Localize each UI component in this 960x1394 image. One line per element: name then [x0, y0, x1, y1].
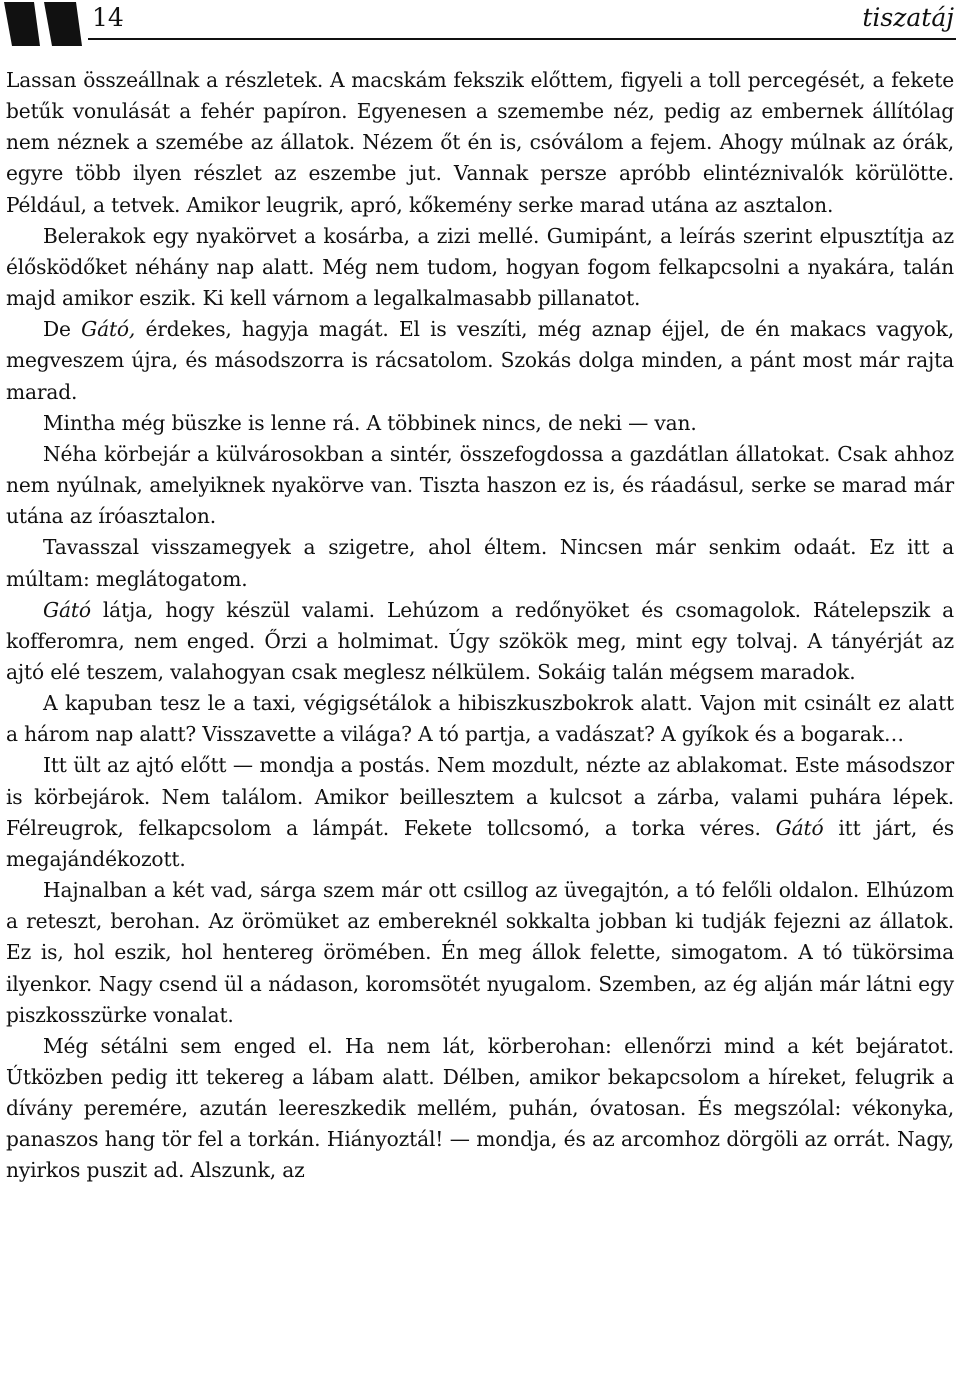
paragraph — [6, 688, 954, 750]
paragraph — [6, 221, 954, 314]
paragraph-text: Lassan összeállnak a részletek. A macskám fekszik előttem, figyeli a toll percegését, a fekete betűk vonulását a fehér papíron. Egyenesen a szemembe néz, pedig az embernek állítólag nem néznek a szemébe az állatok. Nézem őt én is, csóválom a fejem. Ahogy múlnak az órák, egyre több ilyen részlet az eszembe jut. Vannak persze apróbb elintéznivalók körülötte. Például, a tetvek. Amikor leugrik, apró, kőkemény serke marad utána az asztalon. — [6, 68, 954, 217]
italic-name-text: Gátó, — [81, 317, 136, 342]
page-header — [0, 0, 960, 48]
paragraph — [6, 750, 954, 875]
header-wedge-marks-icon — [4, 2, 84, 46]
paragraph-text: Tavasszal visszamegyek a szigetre, ahol éltem. Nincsen már senkim odaát. Ez itt a múltam: meglátogatom. — [6, 535, 954, 591]
paragraph — [6, 1031, 954, 1187]
paragraph-text: itt járt, és megajándékozott. — [6, 815, 954, 871]
paragraph — [6, 65, 954, 221]
page-number: 14 — [92, 3, 124, 32]
paragraph-text: A kapuban tesz le a taxi, végigsétálok a hibiszkuszbokrok alatt. Vajon mit csinált ez alatt a három nap alatt? Visszavette a világa? A tó partja, a vadászat? A gyíkok és a bogarak… — [6, 691, 954, 747]
paragraph-text: Belerakok egy nyakörvet a kosárba, a zizi mellé. Gumipánt, a leírás szerint elpusztítja az élősködőket néhány nap alatt. Még nem tudom, hogyan fogom felkapcsolni a nyakára, talán majd amikor eszik. Ki kell várnom a legalkalmasabb pillanatot. — [6, 223, 954, 311]
italic-name-text: Gátó — [775, 815, 824, 840]
italic-name-text: Gátó — [43, 597, 91, 622]
paragraph-text: látja, hogy készül valami. Lehúzom a redőnyöket és csomagolok. Rátelepszik a kofferomra, nem enged. Őrzi a holmimat. Úgy szökök meg, mint egy tolvaj. A tányérját az ajtó elé teszem, valahogyan csak meglesz nélkülem. Sokáig talán mégsem maradok. — [6, 597, 954, 684]
paragraph — [6, 439, 954, 532]
paragraph-text: érdekes, hagyja magát. El is veszíti, még aznap éjjel, de én makacs vagyok, megveszem újra, és másodszorra is rácsatolom. Szokás dolga minden, a pánt most már rajta marad. — [6, 317, 954, 404]
paragraph — [6, 408, 954, 439]
paragraph — [6, 875, 954, 1031]
paragraph-text: Mintha még büszke is lenne rá. A többinek nincs, de neki — van. — [43, 410, 697, 435]
paragraph-text: Még sétálni sem enged el. Ha nem lát, körberohan: ellenőrzi mind a két bejáratot. Útközben pedig itt tekereg a lábam alatt. Délben, amikor bekapcsolom a híreket, felugrik a dívány peremére, azután leereszkedik mellém, puhán, óvatosan. És megszólal: vékonyka, panaszos hang tör fel a torkán. Hiányoztál! — mondja, és az arcomhoz dörgöli az orrát. Nagy, nyirkos puszit ad. Alszunk, az — [6, 1033, 954, 1183]
paragraph — [6, 314, 954, 407]
paragraph-text: De — [43, 317, 82, 342]
paragraph — [6, 595, 954, 688]
paragraph-text: Hajnalban a két vad, sárga szem már ott csillog az üvegajtón, a tó felőli oldalon. Elhúzom a reteszt, berohan. Az örömüket az embereknél sokkalta jobban ki tudják fejezni az állatok. Ez is, hol eszik, hol hentereg örömében. Én meg állok felette, simogatom. A tó tükörsima ilyenkor. Nagy csend ül a nádason, koromsötét nyugalom. Szemben, az ég alján már látni egy piszkosszürke vonalat. — [6, 878, 954, 1027]
paragraph-text: Itt ült az ajtó előtt — mondja a postás. Nem mozdult, nézte az ablakomat. Este másodszor is körbejárok. Nem találom. Amikor beillesztem a kulcsot a zárba, valami puhára lépek. Félreugrok, felkapcsolom a lámpát. Fekete tollcsomó, a torka véres. — [6, 753, 954, 840]
body-text — [6, 65, 954, 1187]
running-head-title: tiszatáj — [862, 3, 954, 32]
header-rule — [88, 38, 956, 40]
paragraph — [6, 532, 954, 594]
paragraph-text: Néha körbejár a külvárosokban a sintér, összefogdossa a gazdátlan állatokat. Csak ahhoz nem nyúlnak, amelyiknek nyakörve van. Tiszta haszon ez is, és ráadásul, serke se marad már utána az íróasztalon. — [6, 441, 954, 529]
